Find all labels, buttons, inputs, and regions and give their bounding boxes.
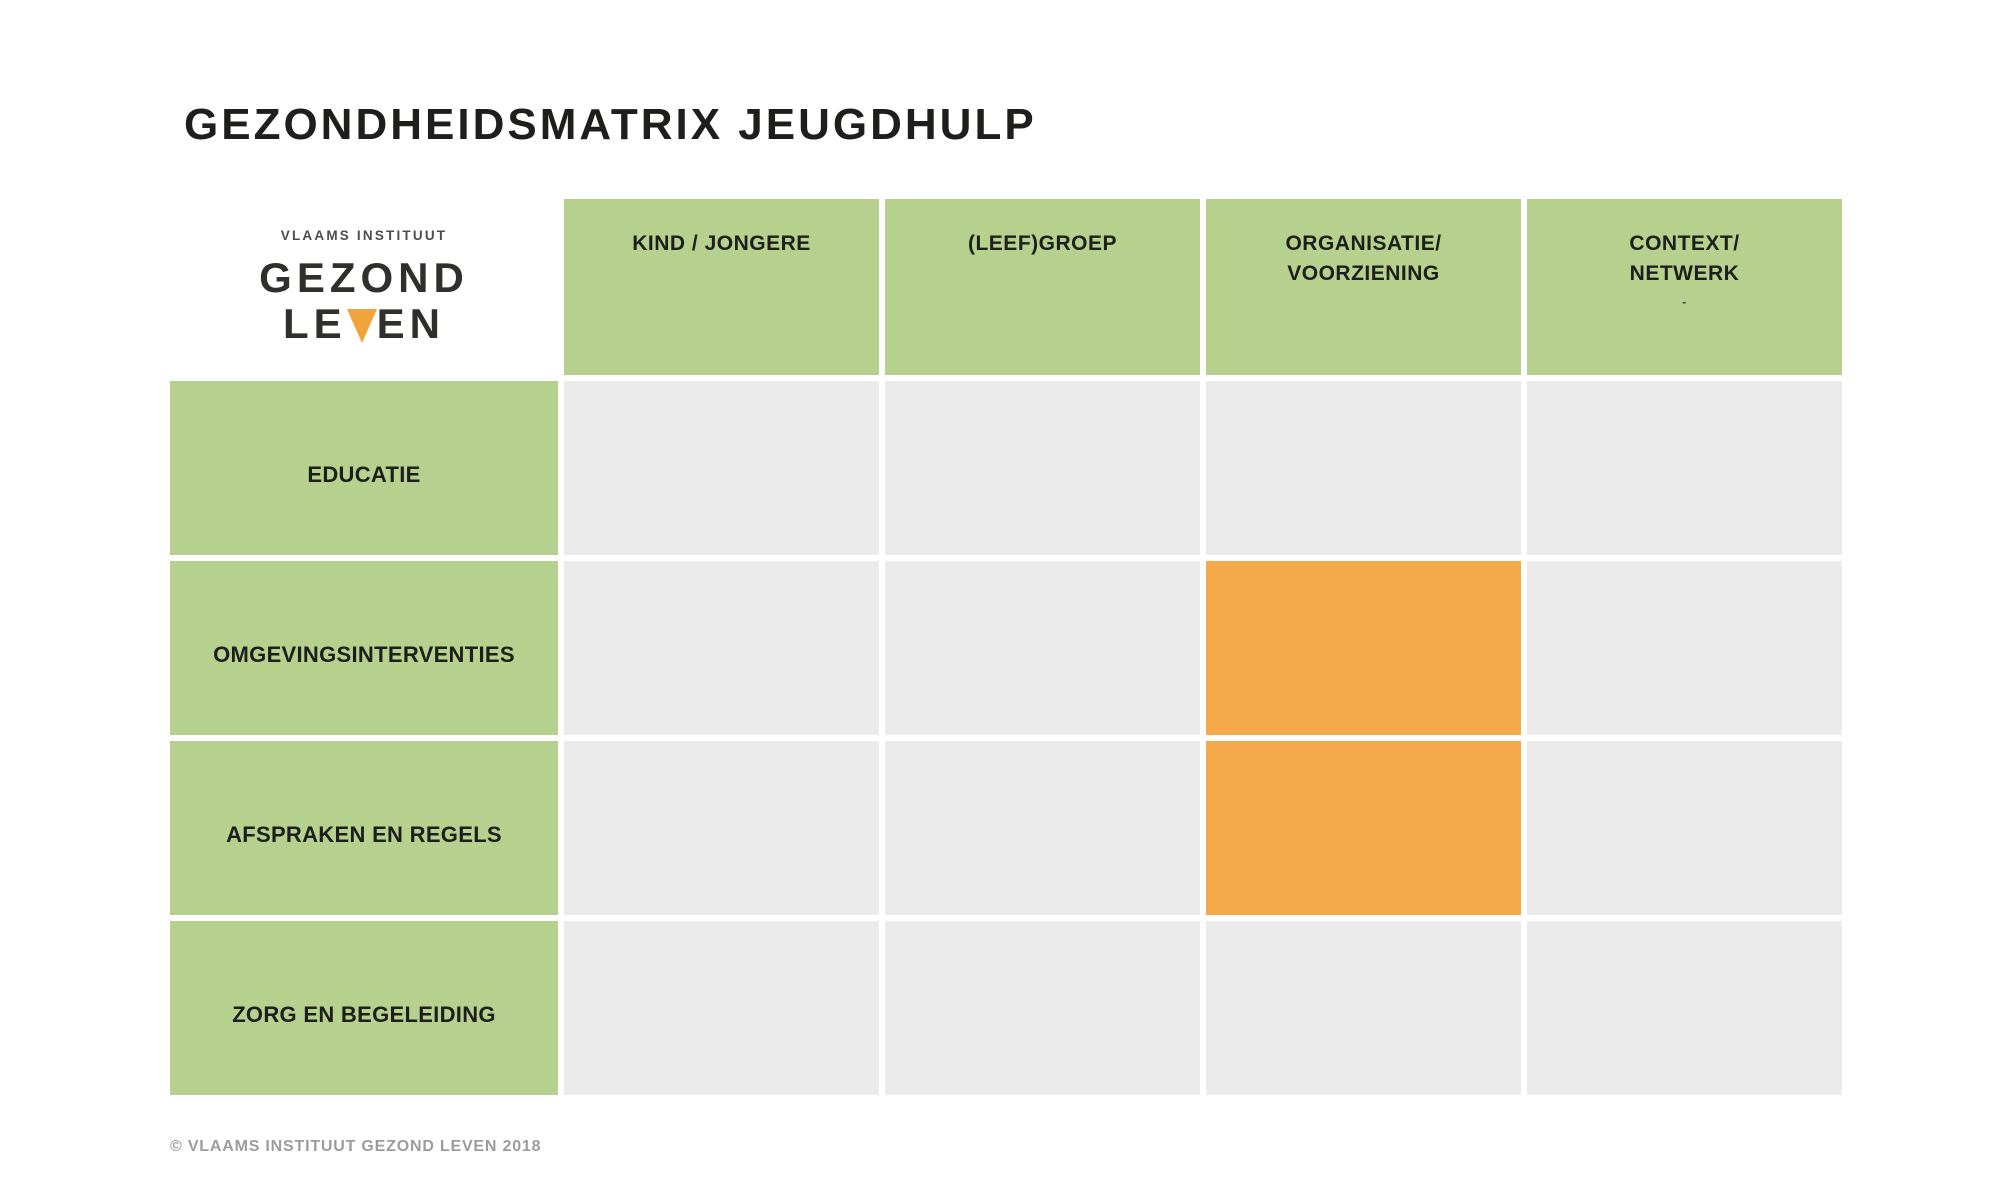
column-header-note: -: [1682, 294, 1687, 309]
matrix-cell: [564, 561, 879, 735]
column-header-label: CONTEXT/: [1629, 232, 1740, 255]
logo-institute-name: VLAAMS INSTITUUT: [280, 228, 448, 244]
column-header-label: ORGANISATIE/: [1285, 232, 1442, 255]
matrix-cell: [885, 921, 1200, 1095]
logo-triangle-icon: [347, 309, 377, 343]
copyright-text: © VLAAMS INSTITUUT GEZOND LEVEN 2018: [170, 1138, 542, 1155]
column-header-context-netwerk: [1527, 199, 1842, 375]
matrix-cell-highlighted: [1206, 561, 1521, 735]
matrix-cell: [885, 561, 1200, 735]
page-title: GEZONDHEIDSMATRIX JEUGDHULP: [184, 100, 1037, 149]
row-header-afspraken-en-regels: AFSPRAKEN EN REGELS: [170, 741, 558, 915]
column-header-label: NETWERK: [1629, 262, 1740, 286]
column-header-label: VOORZIENING: [1287, 262, 1440, 286]
matrix-cell: [1527, 921, 1842, 1095]
matrix-cell: [885, 741, 1200, 915]
row-header-educatie: EDUCATIE: [170, 381, 558, 555]
matrix-cell: [564, 741, 879, 915]
logo-wordmark-line1: GEZOND: [259, 254, 469, 302]
matrix-cell: [1527, 381, 1842, 555]
matrix-cell: [1206, 381, 1521, 555]
logo-wordmark-line2: [283, 301, 445, 346]
logo: [170, 199, 558, 375]
matrix-cell: [1206, 921, 1521, 1095]
column-header-organisatie-voorziening: [1206, 199, 1521, 375]
logo-wordmark-en: EN: [376, 299, 446, 347]
matrix-cell: [564, 921, 879, 1095]
matrix-cell: [564, 381, 879, 555]
matrix-cell: [1527, 561, 1842, 735]
matrix-cell: [1527, 741, 1842, 915]
matrix-cell: [885, 381, 1200, 555]
health-matrix: [170, 199, 1842, 1095]
row-header-omgevingsinterventies: OMGEVINGSINTERVENTIES: [170, 561, 558, 735]
row-header-zorg-en-begeleiding: ZORG EN BEGELEIDING: [170, 921, 558, 1095]
column-header-leefgroep: [885, 199, 1200, 375]
column-header-label: KIND / JONGERE: [632, 232, 811, 255]
logo-wordmark-le: LE: [282, 299, 347, 347]
matrix-cell-highlighted: [1206, 741, 1521, 915]
column-header-label: (LEEF)GROEP: [967, 232, 1117, 255]
column-header-kind-jongere: [564, 199, 879, 375]
